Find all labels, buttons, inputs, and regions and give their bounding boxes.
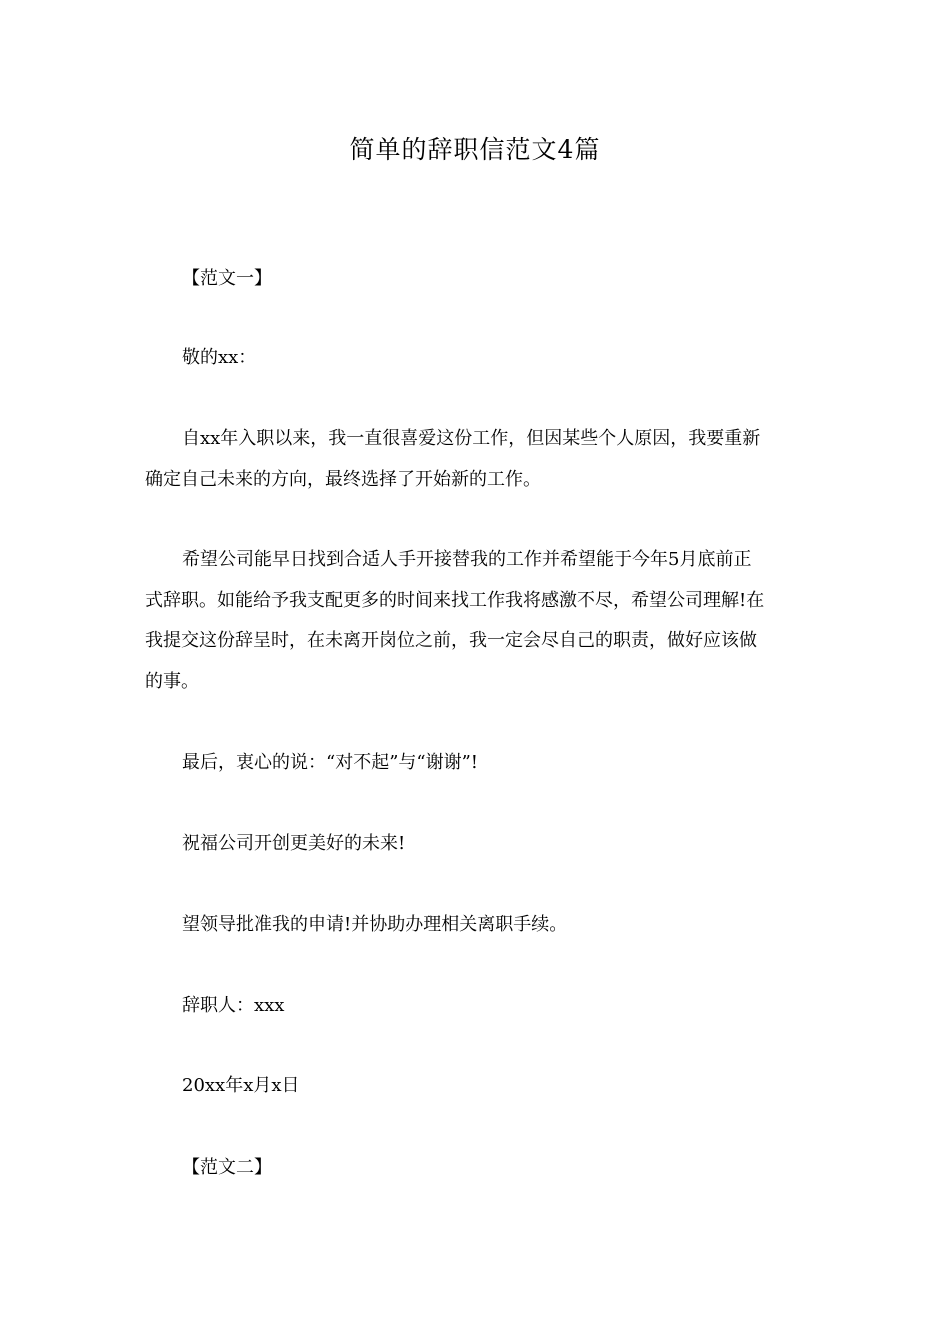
paragraph-2-line-1: 希望公司能早日找到合适人手开接替我的工作并希望能于今年5月底前正: [182, 549, 752, 570]
paragraph-4: 祝福公司开创更美好的未来!: [182, 833, 406, 854]
paragraph-1-line-2: 确定自己未来的方向，最终选择了开始新的工作。: [145, 468, 541, 490]
paragraph-2-line-2: 式辞职。如能给予我支配更多的时间来找工作我将感激不尽，希望公司理解!在: [145, 589, 765, 611]
section-heading-1: 【范文一】: [182, 268, 272, 289]
section-heading-2: 【范文二】: [182, 1157, 272, 1178]
paragraph-1: [145, 419, 805, 500]
document-title: 简单的辞职信范文4篇: [349, 135, 601, 164]
date-line: 20xx年x月x日: [182, 1075, 300, 1096]
paragraph-3: 最后，衷心的说：“对不起”与“谢谢”!: [182, 752, 479, 773]
signer-line: 辞职人：xxx: [182, 995, 285, 1016]
paragraph-2-line-4: 的事。: [145, 670, 199, 692]
salutation: 敬的xx：: [182, 347, 257, 368]
paragraph-2: [145, 540, 805, 702]
paragraph-1-line-1: 自xx年入职以来，我一直很喜爱这份工作，但因某些个人原因，我要重新: [182, 428, 761, 449]
paragraph-2-line-3: 我提交这份辞呈时，在未离开岗位之前，我一定会尽自己的职责，做好应该做: [145, 630, 757, 651]
paragraph-5: 望领导批准我的申请!并协助办理相关离职手续。: [182, 914, 568, 935]
